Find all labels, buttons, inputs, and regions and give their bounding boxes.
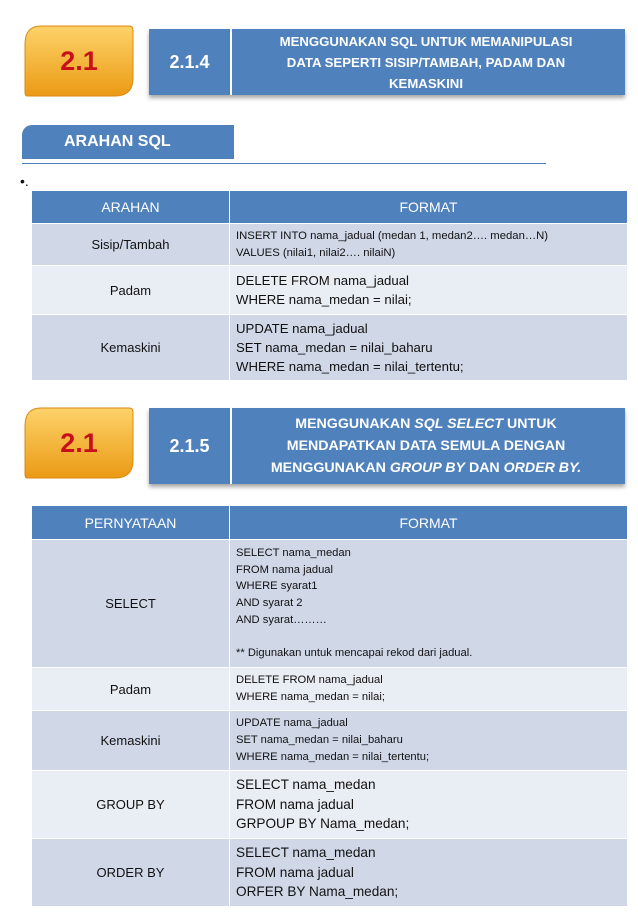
title-italic: GROUP BY	[389, 460, 465, 476]
table-row	[32, 540, 628, 668]
table-row	[32, 668, 628, 711]
section-title-line: MENGGUNAKAN SQL UNTUK MEMANIPULASI	[279, 33, 573, 49]
table-row	[32, 839, 628, 907]
row-label: ORDER BY	[32, 839, 230, 907]
arahan-sql-tab: ARAHAN SQL	[22, 125, 234, 159]
row-label: Kemaskini	[32, 711, 230, 771]
format-line: WHERE nama_medan = nilai_tertentu;	[236, 359, 464, 374]
format-line: FROM nama jadual	[236, 864, 354, 880]
divider	[230, 408, 232, 484]
format-line: AND syarat 2	[236, 597, 303, 610]
format-line: SELECT nama_medan	[236, 546, 351, 559]
row-label: GROUP BY	[32, 771, 230, 839]
row-label: Padam	[32, 668, 230, 711]
section-badge	[23, 404, 135, 482]
format-line: DELETE FROM nama_jadual	[236, 674, 383, 686]
row-format	[230, 266, 628, 315]
divider-line	[22, 163, 546, 164]
row-label: Sisip/Tambah	[32, 224, 230, 266]
section-title-line: MENDAPATKAN DATA SEMULA DENGAN	[286, 438, 566, 454]
row-label: SELECT	[32, 540, 230, 668]
format-line: INSERT INTO nama_jadual (medan 1, medan2…. medan…N)	[236, 229, 549, 242]
table-row	[32, 315, 628, 381]
table-row	[32, 224, 628, 266]
badge-number: 2.1	[60, 45, 98, 76]
title-italic: SQL SELECT	[414, 416, 504, 432]
section-title-line: DATA SEPERTI SISIP/TAMBAH, PADAM DAN	[286, 54, 566, 70]
format-line: AND syarat………	[236, 613, 327, 626]
format-line: SELECT nama_medan	[236, 845, 376, 861]
row-label: Padam	[32, 266, 230, 315]
format-line: WHERE nama_medan = nilai_tertentu;	[236, 751, 430, 763]
format-line: FROM nama jadual	[236, 563, 333, 576]
section-badge	[23, 22, 135, 100]
section-title	[233, 408, 619, 484]
column-header: FORMAT	[230, 191, 628, 224]
title-text: DAN	[465, 460, 504, 476]
table-header-row	[32, 191, 628, 224]
section-code: 2.1.5	[169, 435, 210, 456]
row-format	[230, 540, 628, 668]
format-line	[236, 629, 627, 646]
title-text: UNTUK	[503, 416, 557, 432]
column-header: ARAHAN	[32, 191, 230, 224]
format-line: GRPOUP BY Nama_medan;	[236, 816, 410, 832]
row-label: Kemaskini	[32, 315, 230, 381]
format-line: SELECT nama_medan	[236, 777, 376, 793]
section-header-2-1-4	[149, 29, 625, 95]
format-line: UPDATE nama_jadual	[236, 717, 348, 729]
column-header: FORMAT	[230, 506, 628, 540]
badge-number: 2.1	[60, 427, 98, 458]
title-italic: ORDER BY.	[503, 460, 582, 476]
format-line: WHERE nama_medan = nilai;	[236, 292, 412, 307]
row-format	[230, 839, 628, 907]
format-line: WHERE nama_medan = nilai;	[236, 691, 385, 703]
format-line: SET nama_medan = nilai_baharu	[236, 734, 403, 746]
divider	[230, 29, 232, 95]
row-format	[230, 315, 628, 381]
table-row	[32, 711, 628, 771]
row-format	[230, 668, 628, 711]
table-header-row	[32, 506, 628, 540]
section-title-line: KEMASKINI	[389, 75, 463, 91]
format-line: VALUES (nilai1, nilai2…. nilaiN)	[236, 246, 396, 259]
row-format	[230, 711, 628, 771]
table-row	[32, 771, 628, 839]
format-line: SET nama_medan = nilai_baharu	[236, 340, 433, 355]
row-format	[230, 771, 628, 839]
section-title	[233, 29, 619, 95]
format-line: DELETE FROM nama_jadual	[236, 273, 409, 288]
section-header-2-1-5	[149, 408, 625, 484]
format-line: UPDATE nama_jadual	[236, 321, 368, 336]
row-format	[230, 224, 628, 266]
pernyataan-table	[31, 505, 628, 907]
arahan-table	[31, 190, 628, 381]
format-line: WHERE syarat1	[236, 580, 318, 593]
section-code: 2.1.4	[169, 51, 210, 72]
section-title-line	[271, 413, 581, 435]
table-row	[32, 266, 628, 315]
format-line: ORFER BY Nama_medan;	[236, 884, 399, 900]
column-header: PERNYATAAN	[32, 506, 230, 540]
format-line: ** Digunakan untuk mencapai rekod dari jadual.	[236, 647, 473, 660]
format-line: FROM nama jadual	[236, 796, 354, 812]
section-title-line	[271, 457, 581, 479]
bullet-marker: •.	[20, 173, 29, 189]
title-text: MENGGUNAKAN	[295, 416, 415, 432]
title-text: MENGGUNAKAN	[270, 460, 390, 476]
